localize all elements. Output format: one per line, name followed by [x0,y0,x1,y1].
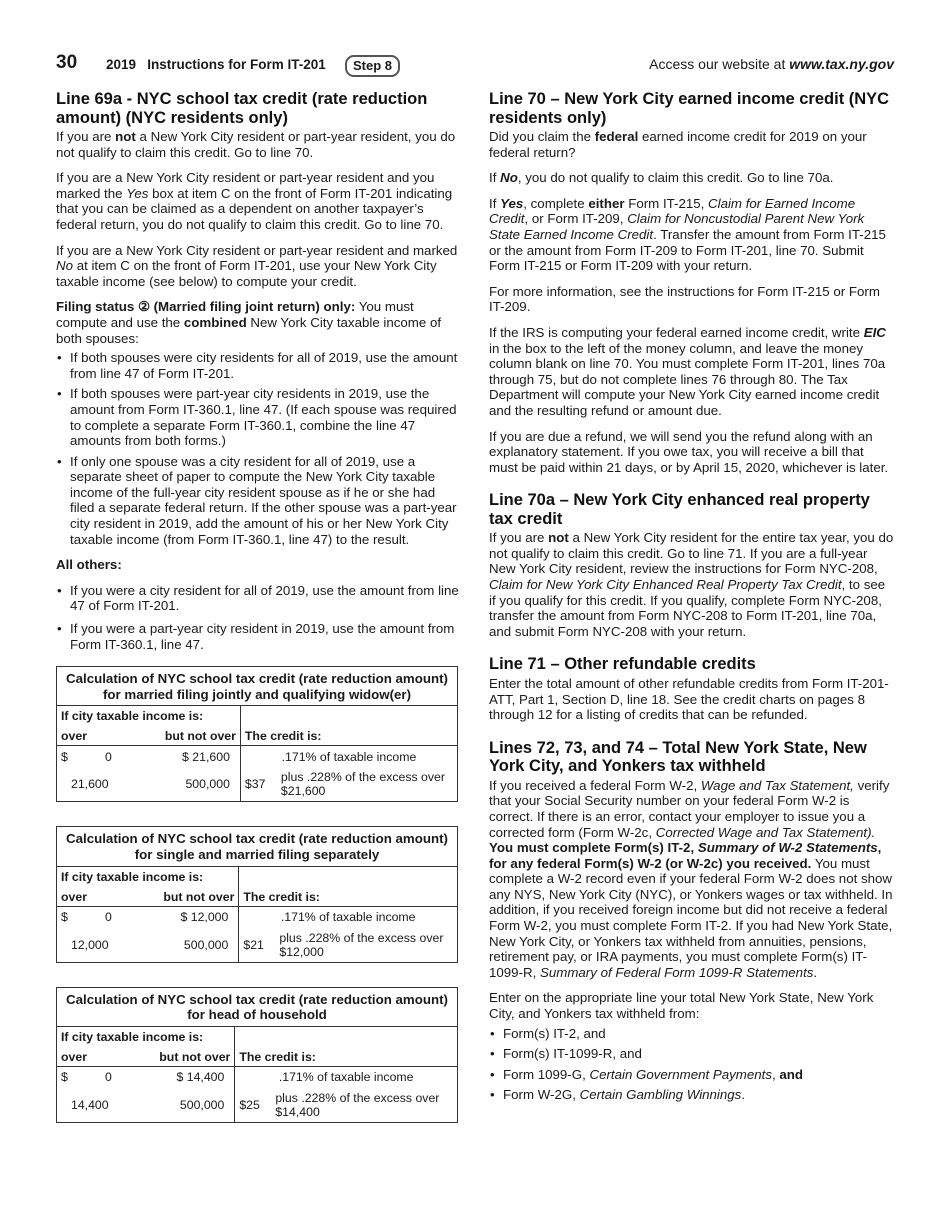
line72-para-1: If you received a federal Form W-2, Wage and Tax Statement, verify that your Social Security number on your federal Form W-2 is correct. If there is an error, contact your employer to issue you a corrected form (Form W-2c, Corrected Wage and Tax Statement). You must complete Form(s) IT-2, Summary of W-2 Statements, for any federal Form(s) W-2 (or W-2c) you received. You must complete a W-2 record even if your federal Form W-2 does not show any NYS, New York City (NYC), or Yonkers wages or tax withheld. In addition, if you received foreign income but did not receive a federal Form W-2, you must complete Form IT-2. If you had New York State, New York City, or Yonkers tax withheld from annuities, pensions, retirement pay, or IRA payments, you must complete Form(s) IT-1099-R, Summary of Federal Form 1099-R Statements. [489,777,893,980]
calc-table-joint [56,666,458,802]
calc-table-hoh [56,987,458,1123]
table-row: $ 0 $ 12,000 .171% of taxable income [57,906,458,928]
but-not-over-label: but not over [149,727,240,746]
over-label: over [57,888,150,907]
filing-status-para: Filing status ② (Married filing joint return) only: You must compute and use the combined New York City taxable income of both spouses: [56,299,442,346]
line69a-para-2: If you are a New York City resident or part-year resident and you marked the Yes box at item C on the front of Form IT-201 indicating that you can be claimed as a dependent on another taxpayer’s federal return, you do not qualify to claim this credit. Go to line 70. [56,170,453,232]
table-title: Calculation of NYC school tax credit (rate reduction amount) for head of household [57,987,458,1026]
but-not-over-label: but not over [149,1048,235,1067]
table-title: Calculation of NYC school tax credit (rate reduction amount) for single and married filing separately [57,827,458,866]
over-label: over [57,727,150,746]
left-column [56,90,460,1123]
line70-para-1: Did you claim the federal earned income credit for 2019 on your federal return? [489,129,867,160]
line70a-heading: Line 70a – New York City enhanced real property tax credit [489,491,870,528]
list-item: • If both spouses were part-year city residents in 2019, use the amount from Form IT-360.1, line 47. (If each spouse was required to complete a separate Form IT-360.1, combine the line 47 amounts from both forms.) [56,386,460,448]
line69a-heading: Line 69a - NYC school tax credit (rate reduction amount) (NYC residents only) [56,90,428,127]
withholding-bullet-list [489,1026,894,1103]
page-header [56,52,894,80]
line70-para-4: For more information, see the instructions for Form IT-215 or Form IT-209. [489,283,880,315]
website-link[interactable]: www.tax.ny.gov [789,56,894,72]
list-item: • Form 1099-G, Certain Government Payments, and [489,1067,894,1083]
table-title: Calculation of NYC school tax credit (rate reduction amount) for married filing jointly and qualifying widow(er) [57,667,458,706]
website-line [649,56,894,72]
table-row: 12,000 500,000 $21 plus .228% of the excess over $12,000 [57,928,458,963]
if-income-label: If city taxable income is: [61,1029,204,1044]
document-title: 2019 Instructions for Form IT-201 [106,57,326,72]
if-income-label: If city taxable income is: [61,709,204,724]
joint-bullet-list [56,350,460,547]
table-row: $ 0 $ 21,600 .171% of taxable income [57,746,458,768]
line72-para-2: Enter on the appropriate line your total New York State, New York City, and Yonkers tax withheld from: [489,990,874,1022]
others-bullet-list [56,583,460,652]
line70-para-5: If the IRS is computing your federal earned income credit, write EIC in the box to the left of the money column, and leave the money column blank on line 70. You must complete Form IT-201, lines 70a through 75, but do not complete lines 76 through 80. The Tax Department will compute your New York City earned income credit and the resulting refund or amount due. [489,324,886,418]
page-number: 30 [56,52,78,73]
line72-heading: Lines 72, 73, and 74 – Total New York State, New York City, and Yonkers tax withheld [489,738,867,776]
list-item: • If only one spouse was a city resident for all of 2019, use a separate sheet of paper to compute the New York City taxable income of the full-year city resident spouse as if he or she had filed a separate federal return. If the other spouse was a part-year city resident in 2019, add the amount of his or her New York City taxable income (from Form IT-360.1, line 47) to the result. [56,454,460,548]
credit-label: The credit is: [235,1048,458,1067]
table-row: 14,400 500,000 $25 plus .228% of the excess over $14,400 [57,1088,458,1123]
all-others-label: All others: [56,557,122,573]
line71-heading: Line 71 – Other refundable credits [489,655,756,674]
line71-para: Enter the total amount of other refundable credits from Form IT-201-ATT, Part 1, Section D, line 18. See the credit charts on pages 8 through 12 for a listing of credits that can be refunded. [489,675,889,723]
over-label: over [57,1048,150,1067]
calc-table-single [56,826,458,962]
credit-label: The credit is: [240,727,457,746]
but-not-over-label: but not over [149,888,239,907]
line69a-para-1: If you are not a New York City resident or part-year resident, you do not qualify to claim this credit. Go to line 70. [56,129,456,160]
website-prefix: Access our website at [649,56,790,72]
list-item: • If both spouses were city residents for all of 2019, use the amount from line 47 of Form IT-201. [56,350,460,381]
table-row: $ 0 $ 14,400 .171% of taxable income [57,1066,458,1088]
table-row: 21,600 500,000 $37 plus .228% of the excess over $21,600 [57,767,458,802]
if-income-label: If city taxable income is: [61,869,204,884]
list-item: • If you were a part-year city resident in 2019, use the amount from Form IT-360.1, line 47. [56,621,460,652]
line69a-para-3: If you are a New York City resident or part-year resident and marked No at item C on the front of Form IT-201, use your New York City taxable income (see below) to compute your credit. [56,242,458,289]
right-column [489,90,894,1111]
line70-para-2: If No, you do not qualify to claim this credit. Go to line 70a. [489,170,834,186]
list-item: • Form(s) IT-2, and [489,1026,894,1042]
step-badge: Step 8 [345,55,400,77]
line70-para-6: If you are due a refund, we will send you the refund along with an explanatory statement. If you owe tax, you will receive a bill that must be paid within 21 days, or by April 15, 2020, whichever is later. [489,428,889,475]
line70-heading: Line 70 – New York City earned income credit (NYC residents only) [489,90,890,127]
line70-para-3: If Yes, complete either Form IT-215, Claim for Earned Income Credit, or Form IT-209, Claim for Noncustodial Parent New York State Earned Income Credit. Transfer the amount from Form IT-215 or the amount from Form IT-209 to Form IT-201, line 70. Submit Form IT-215 or Form IT-209 with your return. [489,195,886,274]
list-item: • Form(s) IT-1099-R, and [489,1046,894,1062]
list-item: • If you were a city resident for all of 2019, use the amount from line 47 of Form IT-201. [56,583,460,614]
line70a-para: If you are not a New York City resident for the entire tax year, you do not qualify to claim this credit. Go to line 71. If you are a full-year New York City resident, review the instructions for Form NYC-208, Claim for New York City Enhanced Real Property Tax Credit, to see if you qualify for this credit. If you qualify, complete Form NYC-208, transfer the amount from Form NYC-208 to Form IT-201, line 70a, and submit Form NYC-208 with your return. [489,530,894,639]
list-item: • Form W-2G, Certain Gambling Winnings. [489,1087,894,1103]
credit-label: The credit is: [239,888,458,907]
